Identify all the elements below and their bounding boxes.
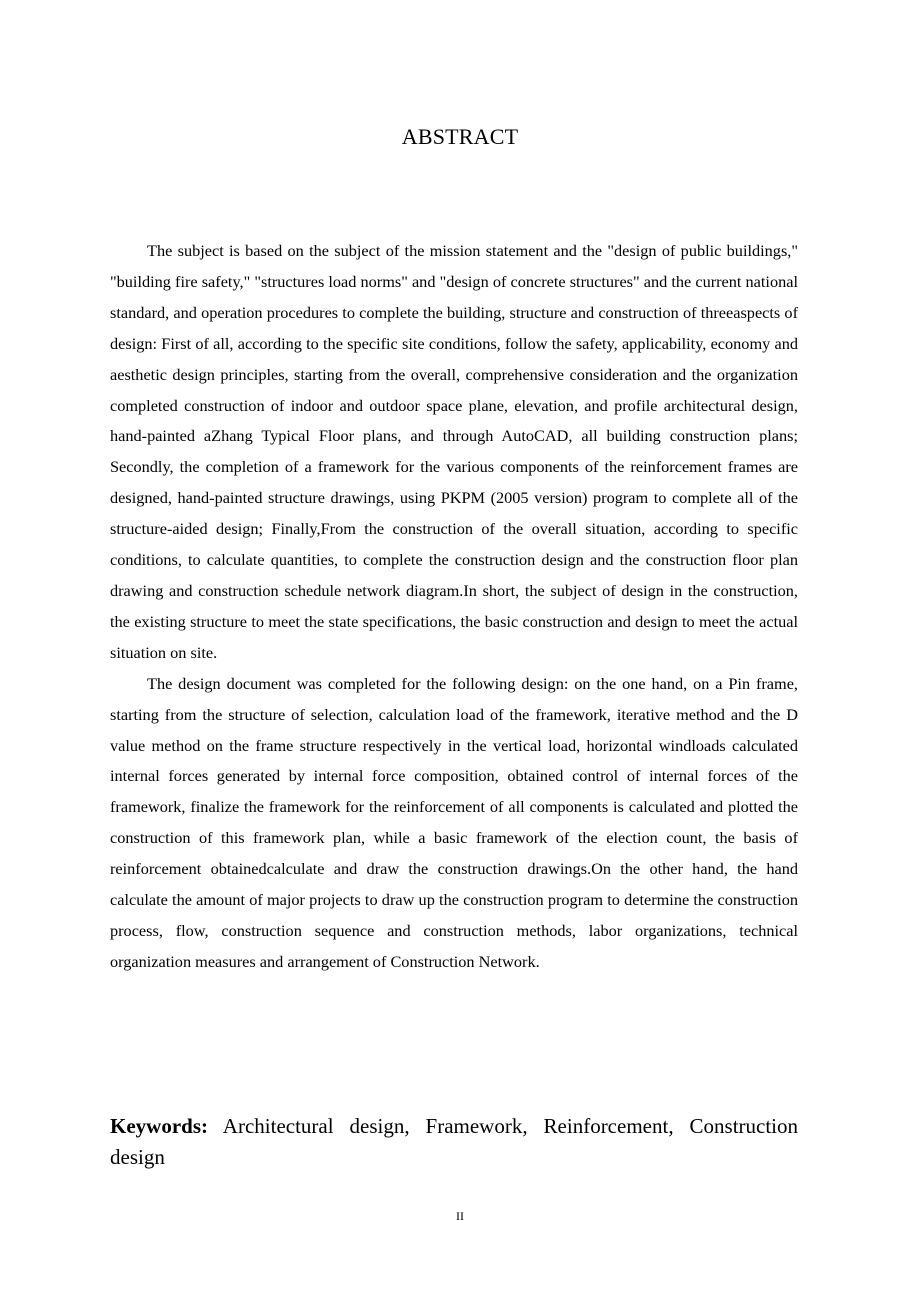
abstract-title: ABSTRACT xyxy=(401,124,519,149)
abstract-paragraph-2: The design document was completed for the following design: on the one hand, on a Pin frame, starting from the structure of selection, calculation load of the framework, iterative method and the D value method on the frame structure respectively in the vertical load, horizontal windloads calculated internal forces generated by internal force composition, obtained control of internal forces of the framework, finalize the framework for the reinforcement of all components is calculated and plotted the construction of this framework plan, while a basic framework of the election count, the basis of reinforcement obtainedcalculate and draw the construction drawings.On the other hand, the hand calculate the amount of major projects to draw up the construction program to determine the construction process, flow, construction sequence and construction methods, labor organizations, technical organization measures and arrangement of Construction Network. xyxy=(110,673,798,971)
abstract-paragraph-1: The subject is based on the subject of the mission statement and the "design of public buildings," "building fire safety," "structures load norms" and "design of concrete structures" and the current national standard, and operation procedures to complete the building, structure and construction of threeaspects of design: First of all, according to the specific site conditions, follow the safety, applicability, economy and aesthetic design principles, starting from the overall, comprehensive consideration and the organization completed construction of indoor and outdoor space plane, elevation, and profile architectural design, hand-painted aZhang Typical Floor plans, and through AutoCAD, all building construction plans; Secondly, the completion of a framework for the various components of the reinforcement frames are designed, hand-painted structure drawings, using PKPM (2005 version) program to complete all of the structure-aided design; Finally,From the construction of the overall situation, according to specific conditions, to calculate quantities, to complete the construction design and the construction floor plan drawing and construction schedule network diagram.In short, the subject of design in the construction, the existing structure to meet the state specifications, the basic construction and design to meet the actual situation on site. xyxy=(110,241,798,662)
abstract-body xyxy=(110,236,798,978)
page-number: II xyxy=(456,1209,464,1223)
keywords-text: Architectural design, Framework, Reinforcement, Construction design xyxy=(110,1114,799,1169)
keywords-line xyxy=(110,1111,798,1173)
keywords-label: Keywords: xyxy=(110,1114,208,1138)
